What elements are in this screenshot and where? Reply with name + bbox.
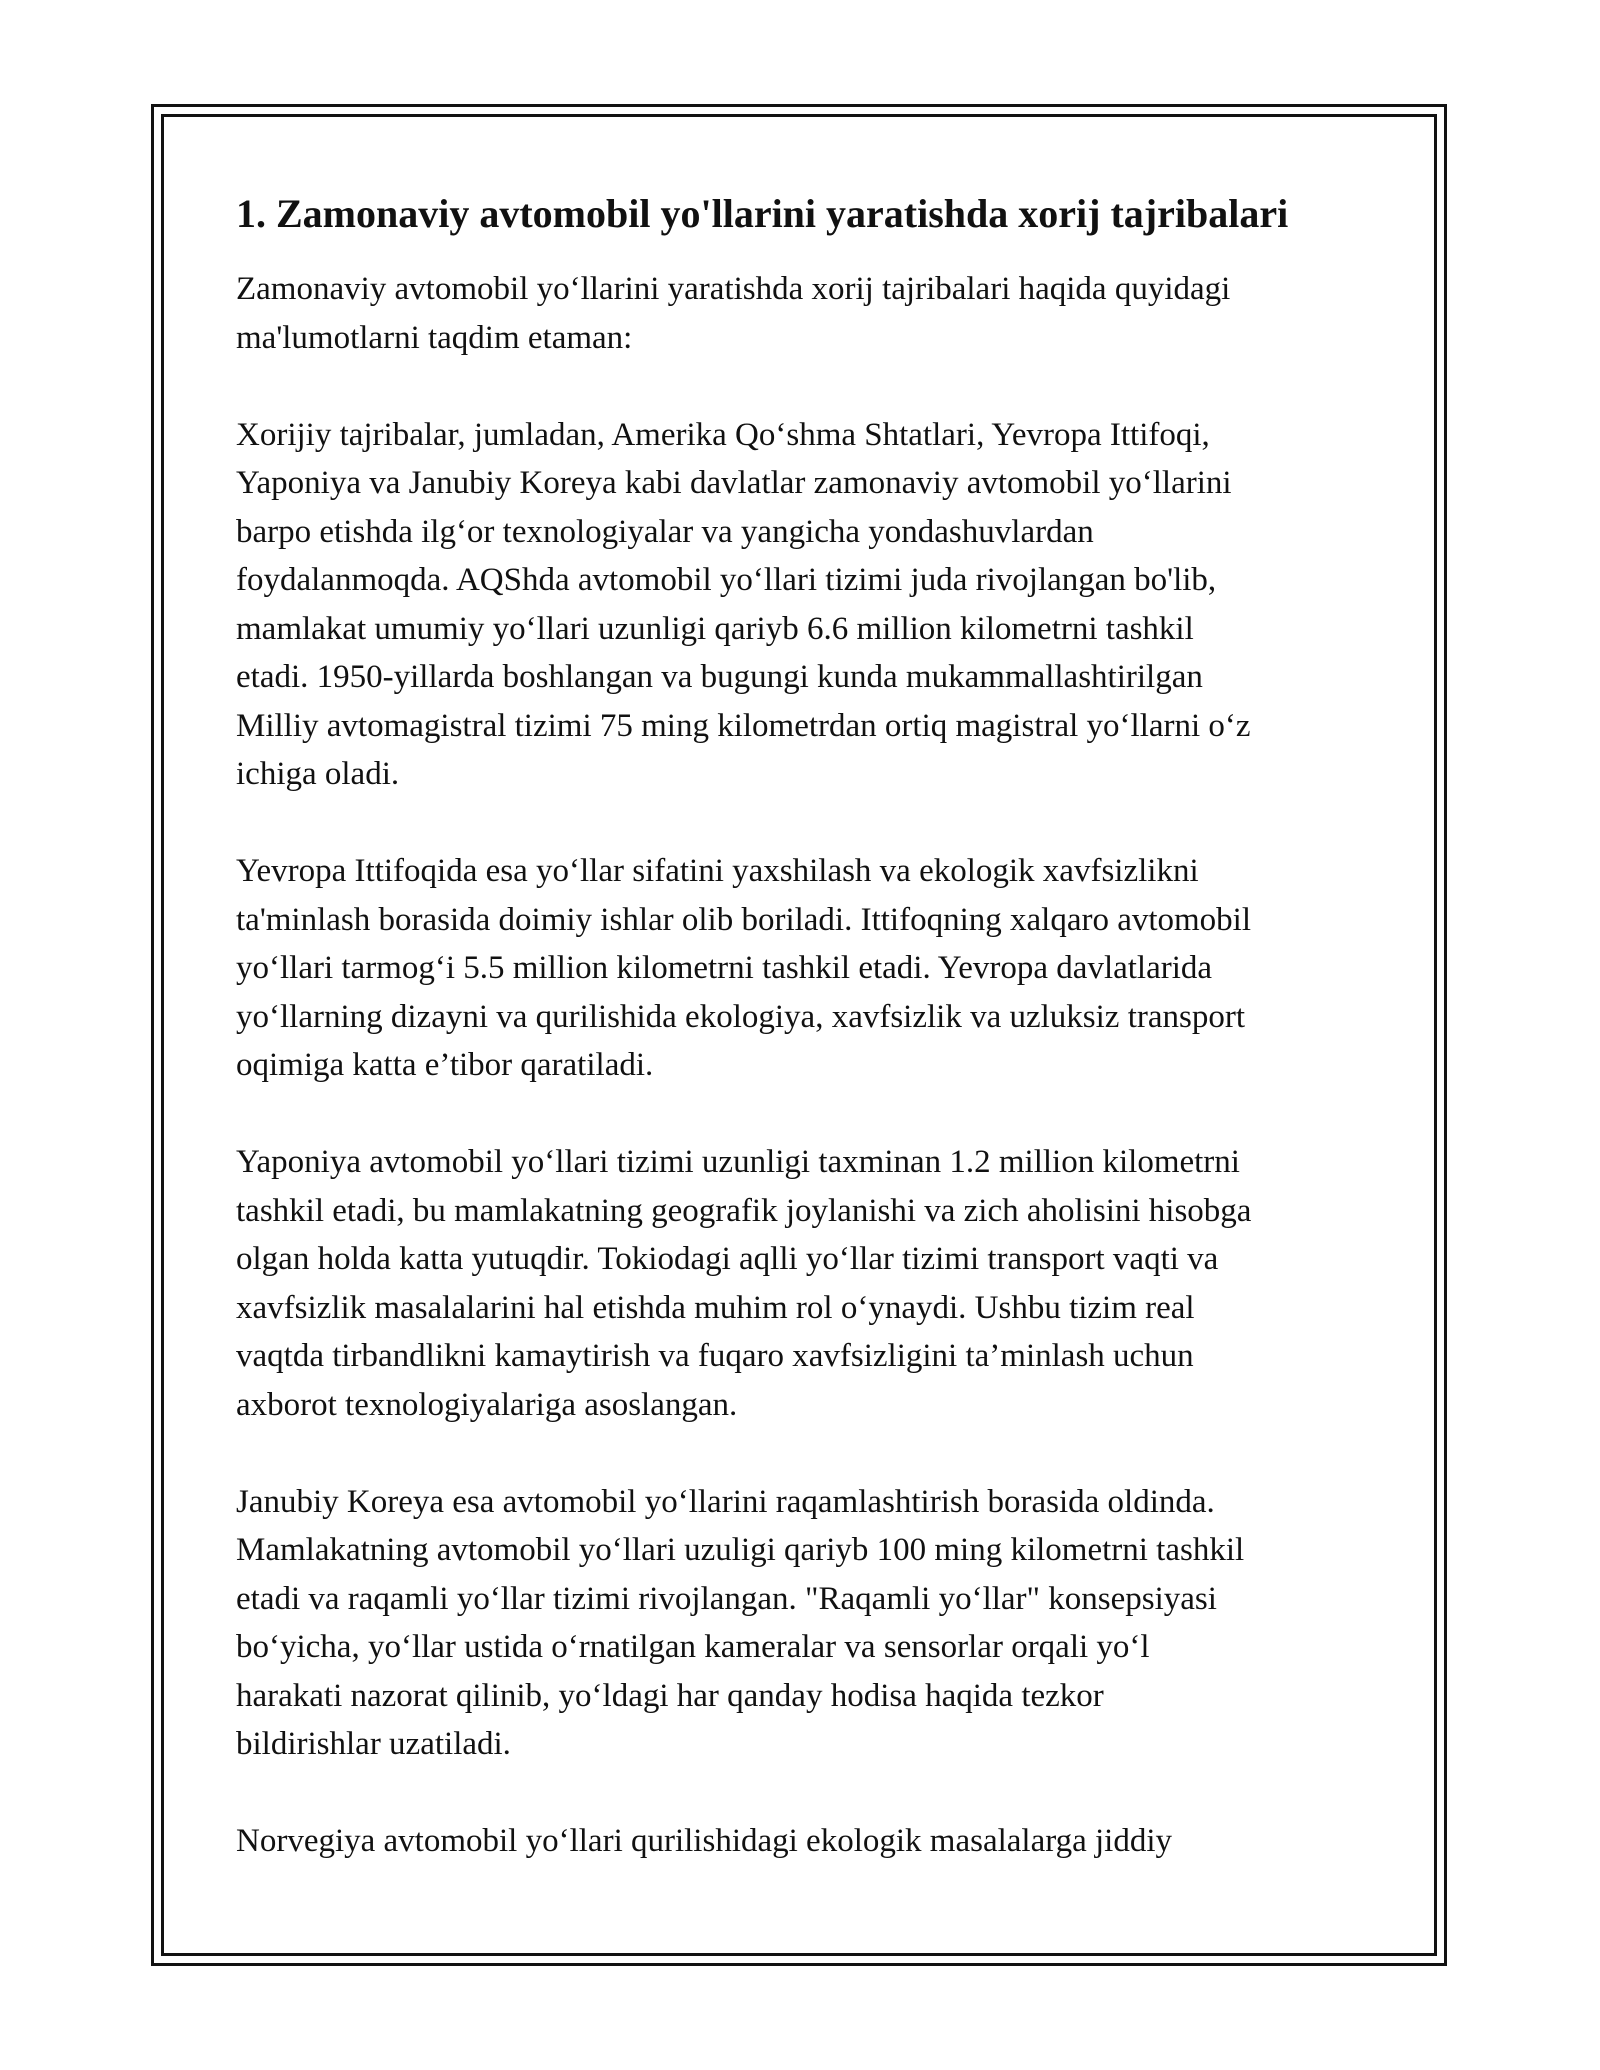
text-line: yo‘llarning dizayni va qurilishida ekologiya, xavfsizlik va uzluksiz transport <box>236 998 1245 1035</box>
text-line: olgan holda katta yutuqdir. Tokiodagi aqlli yo‘llar tizimi transport vaqti va <box>236 1241 1219 1277</box>
paragraph-intro <box>236 265 1366 362</box>
text-line: vaqtda tirbandlikni kamaytirish va fuqaro xavfsizligini ta’minlash uchun <box>236 1338 1194 1374</box>
paragraph-norway <box>236 1817 1366 1866</box>
paragraph-europe <box>236 847 1366 1090</box>
text-line: oqimiga katta e’tibor qaratiladi. <box>236 1047 654 1083</box>
paragraph-japan <box>236 1138 1366 1429</box>
text-line: ichiga oladi. <box>236 756 400 792</box>
text-line: etadi va raqamli yo‘llar tizimi rivojlangan. "Raqamli yo‘llar" konsepsiyasi <box>236 1580 1217 1617</box>
text-line: Milliy avtomagistral tizimi 75 ming kilometrdan ortiq magistral yo‘llarni o‘z <box>236 707 1251 744</box>
text-line: Mamlakatning avtomobil yo‘llari uzuligi qariyb 100 ming kilometrni tashkil <box>236 1532 1245 1568</box>
text-line: tashkil etadi, bu mamlakatning geografik joylanishi va zich aholisini hisobga <box>236 1192 1252 1229</box>
text-line: axborot texnologiyalariga asoslangan. <box>236 1386 738 1423</box>
text-line: Yevropa Ittifoqida esa yo‘llar sifatini yaxshilash va ekologik xavfsizlikni <box>236 853 1199 889</box>
text-line: Yaponiya va Janubiy Koreya kabi davlatlar zamonaviy avtomobil yo‘llarini <box>236 465 1232 501</box>
text-line: yo‘llari tarmog‘i 5.5 million kilometrni tashkil etadi. Yevropa davlatlarida <box>236 950 1213 986</box>
text-line: foydalanmoqda. AQShda avtomobil yo‘llari tizimi juda rivojlangan bo'lib, <box>236 562 1217 598</box>
text-line: etadi. 1950-yillarda boshlangan va bugungi kunda mukammallashtirilgan <box>236 659 1203 695</box>
text-line: Xorijiy tajribalar, jumladan, Amerika Qo‘shma Shtatlari, Yevropa Ittifoqi, <box>236 416 1210 453</box>
paragraph-korea <box>236 1478 1366 1769</box>
text-line: bildirishlar uzatiladi. <box>236 1726 511 1762</box>
text-line: ma'lumotlarni taqdim etaman: <box>236 319 633 356</box>
text-line: harakati nazorat qilinib, yo‘ldagi har qanday hodisa haqida tezkor <box>236 1677 1104 1714</box>
text-line: Norvegiya avtomobil yo‘llari qurilishidagi ekologik masalalarga jiddiy <box>236 1823 1173 1859</box>
text-line: xavfsizlik masalalarini hal etishda muhim rol o‘ynaydi. Ushbu tizim real <box>236 1289 1195 1326</box>
text-line: barpo etishda ilg‘or texnologiyalar va yangicha yondashuvlardan <box>236 513 1094 550</box>
document-body <box>236 188 1366 1914</box>
text-line: Janubiy Koreya esa avtomobil yo‘llarini raqamlashtirish borasida oldinda. <box>236 1483 1215 1520</box>
paragraph-overview <box>236 411 1366 799</box>
text-line: bo‘yicha, yo‘llar ustida o‘rnatilgan kameralar va sensorlar orqali yo‘l <box>236 1629 1150 1665</box>
text-line: mamlakat umumiy yo‘llari uzunligi qariyb 6.6 million kilometrni tashkil <box>236 610 1194 647</box>
text-line: Zamonaviy avtomobil yo‘llarini yaratishda xorij tajribalari haqida quyidagi <box>236 271 1231 307</box>
text-line: ta'minlash borasida doimiy ishlar olib boriladi. Ittifoqning xalqaro avtomobil <box>236 901 1252 938</box>
document-heading: 1. Zamonaviy avtomobil yo'llarini yaratishda xorij tajribalari <box>236 191 1289 236</box>
text-line: Yaponiya avtomobil yo‘llari tizimi uzunligi taxminan 1.2 million kilometrni <box>236 1144 1240 1180</box>
